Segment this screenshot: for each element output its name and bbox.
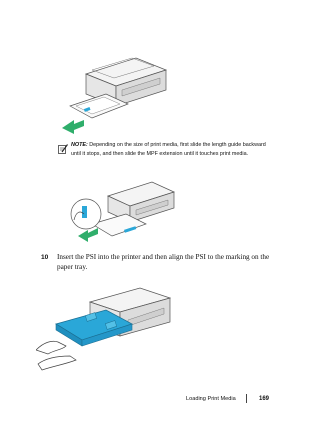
note-label: NOTE: [71, 142, 88, 148]
step-instruction: Insert the PSI into the printer and then align the PSI to the marking on the paper tray. [57, 253, 270, 271]
footer-divider [246, 394, 247, 403]
step-number: 10 [41, 254, 49, 261]
printer-illustration-psi-insertion [36, 284, 186, 376]
printer-illustration-paper-loading [62, 40, 172, 135]
note-pencil-icon [58, 144, 68, 154]
note-text-block [71, 141, 271, 158]
page-number: 169 [259, 396, 270, 402]
note-body: Depending on the size of print media, first slide the length guide backward until it stops, and then slide the MPF extension until it touches print media. [71, 142, 266, 157]
printer-illustration-length-guide [66, 176, 176, 250]
footer-section-title: Loading Print Media [186, 396, 236, 402]
